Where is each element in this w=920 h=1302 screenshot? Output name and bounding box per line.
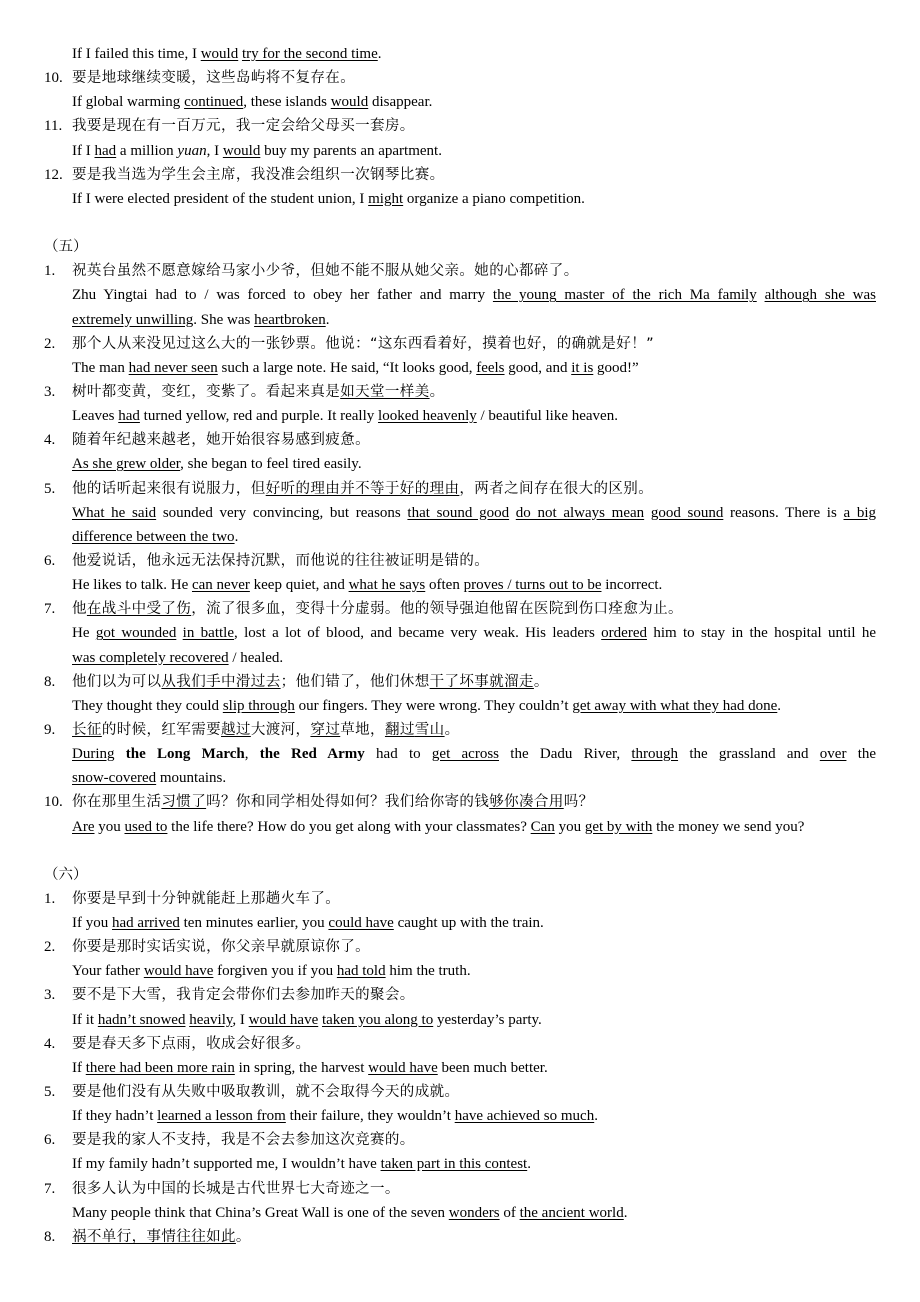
text-run: If I failed this time, I bbox=[72, 46, 201, 62]
underlined-phrase: feels bbox=[476, 359, 505, 376]
line-text bbox=[72, 1080, 876, 1104]
line-text bbox=[72, 670, 876, 694]
underlined-phrase: 如天堂一样美 bbox=[340, 383, 430, 400]
text-run: incorrect. bbox=[601, 577, 663, 594]
line-text bbox=[72, 1128, 876, 1152]
text-run: Many people think that China’s Great Wall is one of the seven bbox=[72, 1204, 449, 1221]
chinese-sentence-line bbox=[0, 114, 920, 138]
underlined-phrase: the young master of the rich Ma family bbox=[492, 287, 757, 304]
item-number: 6. bbox=[44, 1132, 56, 1149]
chinese-sentence-line bbox=[0, 549, 920, 573]
english-translation-line bbox=[0, 815, 920, 839]
text-run: 你要是那时实话实说，你父亲早就原谅你了。 bbox=[72, 939, 370, 956]
text-run: 要是地球继续变暖，这些岛屿将不复存在。 bbox=[72, 70, 356, 87]
underlined-phrase: 好听的理由并不等于好的理由 bbox=[265, 480, 460, 497]
line-text bbox=[72, 428, 876, 452]
text-run: 祝英台虽然不愿意嫁给马家小少爷，但她不能不服从她父亲。她的心都碎了。 bbox=[72, 263, 579, 280]
underlined-phrase: would bbox=[222, 142, 261, 159]
english-translation-line bbox=[0, 139, 920, 163]
chinese-sentence-line bbox=[0, 790, 920, 814]
underlined-phrase: can never bbox=[191, 577, 250, 594]
text-run: their failure, they wouldn’t bbox=[285, 1108, 455, 1125]
underlined-phrase: Can bbox=[530, 818, 555, 835]
english-translation-line bbox=[0, 356, 920, 380]
text-run: 随着年纪越来越老，她开始很容易感到疲惫。 bbox=[72, 432, 370, 449]
english-translation-line bbox=[0, 90, 920, 114]
underlined-phrase: taken you along to bbox=[321, 1011, 434, 1028]
text-run: 。 bbox=[444, 721, 460, 738]
line-text bbox=[72, 42, 876, 66]
underlined-phrase: looked heavenly bbox=[378, 408, 477, 425]
line-text bbox=[72, 549, 876, 573]
underlined-phrase: 翻过 bbox=[384, 721, 415, 738]
section-heading-text: （五） bbox=[44, 239, 88, 256]
text-run: been much better. bbox=[437, 1059, 548, 1076]
text-run: ，两者之间存在很大的区别。 bbox=[459, 480, 654, 497]
text-run: good, and bbox=[504, 359, 572, 376]
text-run: the Dadu River, bbox=[499, 746, 632, 763]
text-run: If bbox=[72, 1059, 86, 1076]
english-translation-line bbox=[0, 1152, 920, 1176]
underlined-phrase: get across bbox=[431, 746, 500, 763]
item-number: 7. bbox=[44, 601, 56, 618]
item-number: 10. bbox=[44, 794, 63, 811]
chinese-sentence-line bbox=[0, 887, 920, 911]
item-number: 6. bbox=[44, 552, 56, 569]
item-number: 7. bbox=[44, 1180, 56, 1197]
section-heading bbox=[0, 235, 920, 259]
text-run: . bbox=[527, 1156, 531, 1173]
underlined-phrase: there had been more rain bbox=[85, 1059, 235, 1076]
line-text bbox=[72, 1225, 876, 1249]
text-run: If they hadn’t bbox=[72, 1108, 158, 1125]
text-run: 我要是现在有一百万元，我一定会给父母买一套房。 bbox=[72, 118, 415, 135]
text-run: 他 bbox=[72, 601, 87, 618]
underlined-phrase: would bbox=[200, 46, 239, 62]
line-text bbox=[72, 959, 876, 983]
underlined-phrase: heartbroken bbox=[254, 311, 326, 328]
text-run: a million bbox=[116, 142, 178, 159]
text-run: 他的话听起来很有说服力，但 bbox=[72, 480, 266, 497]
chinese-sentence-line bbox=[0, 1177, 920, 1201]
text-run: If my family hadn’t supported me, I wouldn’t have bbox=[72, 1156, 381, 1173]
english-translation-line bbox=[0, 404, 920, 428]
item-number: 8. bbox=[44, 673, 56, 690]
text-run: such a large note. He said, “It looks good, bbox=[217, 359, 477, 376]
english-translation-line bbox=[0, 694, 920, 718]
underlined-phrase: would have bbox=[248, 1011, 319, 1028]
text-run: 的时候，红军需要 bbox=[101, 721, 222, 738]
text-run: 。 bbox=[429, 383, 445, 400]
line-text bbox=[72, 1056, 876, 1080]
text-run: disappear. bbox=[368, 94, 433, 111]
text-run: 草地， bbox=[340, 721, 385, 738]
text-run: in spring, the harvest bbox=[234, 1059, 369, 1076]
item-number: 8. bbox=[44, 1228, 56, 1245]
text-run: 。 bbox=[533, 673, 549, 690]
underlined-phrase: over bbox=[819, 746, 847, 763]
item-number: 1. bbox=[44, 263, 56, 280]
text-run: good!” bbox=[593, 359, 639, 376]
item-number: 3. bbox=[44, 383, 56, 400]
text-run: 他们以为可以 bbox=[72, 673, 162, 690]
chinese-sentence-line bbox=[0, 66, 920, 90]
line-text bbox=[72, 766, 876, 790]
text-run: . bbox=[377, 46, 382, 62]
english-translation-line bbox=[0, 646, 920, 670]
underlined-phrase: 祸不单行，事情往往如此 bbox=[72, 1228, 236, 1245]
underlined-phrase: Are bbox=[72, 818, 95, 835]
underlined-phrase: extremely unwilling bbox=[72, 311, 194, 328]
underlined-phrase: 习惯了 bbox=[161, 794, 207, 811]
text-run: the life there? How do you get along with your classmates? bbox=[167, 818, 531, 835]
chinese-sentence-line bbox=[0, 259, 920, 283]
text-run: 要是他们没有从失败中吸取教训，就不会取得今天的成就。 bbox=[72, 1084, 460, 1101]
item-number: 4. bbox=[44, 432, 56, 449]
line-text bbox=[72, 742, 876, 766]
underlined-phrase: heavily bbox=[189, 1011, 233, 1028]
item-number: 5. bbox=[44, 1084, 56, 1101]
text-run: reasons. There is bbox=[723, 504, 844, 521]
text-run: If you bbox=[72, 915, 112, 932]
underlined-phrase: would bbox=[330, 94, 369, 111]
text-run: 树叶都变黄，变红，变紫了。看起来真是 bbox=[72, 383, 341, 400]
chinese-sentence-line bbox=[0, 1225, 920, 1249]
line-text bbox=[72, 452, 876, 476]
underlined-phrase: 雪山 bbox=[414, 721, 445, 738]
underlined-phrase: get by with bbox=[584, 818, 653, 835]
text-run: 吗？ bbox=[563, 794, 594, 811]
text-run: If it bbox=[72, 1011, 98, 1028]
underlined-phrase: hadn’t snowed bbox=[97, 1011, 186, 1028]
text-run: If global warming bbox=[72, 94, 185, 111]
english-translation-line bbox=[0, 42, 920, 66]
english-translation-line bbox=[0, 1201, 920, 1225]
text-run: / healed. bbox=[228, 649, 284, 666]
chinese-sentence-line bbox=[0, 983, 920, 1007]
section-heading-text: （六） bbox=[44, 866, 88, 883]
text-run bbox=[757, 287, 765, 303]
text-run: , bbox=[244, 746, 260, 763]
text-run: the grassland and bbox=[678, 746, 820, 763]
underlined-phrase: a big bbox=[843, 504, 876, 521]
text-run: 很多人认为中国的长城是古代世界七大奇迹之一。 bbox=[72, 1180, 400, 1197]
line-text bbox=[72, 66, 876, 90]
chinese-sentence-line bbox=[0, 718, 920, 742]
chinese-sentence-line bbox=[0, 935, 920, 959]
line-text bbox=[72, 790, 876, 814]
text-run: organize a piano competition. bbox=[403, 190, 585, 207]
english-translation-line bbox=[0, 573, 920, 597]
line-text bbox=[72, 573, 876, 597]
document-page bbox=[0, 42, 920, 1249]
english-translation-line bbox=[0, 1104, 920, 1128]
line-text bbox=[72, 1104, 876, 1128]
text-run: had to bbox=[364, 746, 432, 763]
text-run: 吗？你和同学相处得如何？我们给你寄的钱 bbox=[206, 794, 490, 811]
chinese-sentence-line bbox=[0, 428, 920, 452]
text-run: him the truth. bbox=[385, 963, 471, 980]
text-run: . bbox=[234, 528, 239, 545]
line-text bbox=[72, 1201, 876, 1225]
text-run: . bbox=[325, 311, 330, 328]
underlined-phrase: 越过 bbox=[221, 721, 251, 738]
text-run: him to stay in the hospital until he bbox=[646, 625, 876, 642]
underlined-phrase: although she was bbox=[764, 287, 876, 304]
item-number: 4. bbox=[44, 1035, 56, 1052]
item-number: 12. bbox=[44, 166, 63, 183]
english-translation-line bbox=[0, 525, 920, 549]
text-run: If I bbox=[72, 142, 95, 159]
line-text bbox=[72, 887, 876, 911]
item-number: 3. bbox=[44, 987, 56, 1004]
text-run: yesterday’s party. bbox=[433, 1011, 542, 1028]
line-text bbox=[72, 815, 876, 839]
text-run: , these islands bbox=[243, 94, 331, 111]
underlined-phrase: through bbox=[631, 746, 679, 763]
line-text bbox=[72, 163, 876, 187]
text-run: buy my parents an apartment. bbox=[260, 142, 442, 159]
chinese-sentence-line bbox=[0, 332, 920, 356]
text-run: often bbox=[425, 577, 464, 594]
line-text bbox=[72, 380, 876, 404]
english-translation-line bbox=[0, 452, 920, 476]
english-translation-line bbox=[0, 501, 920, 525]
underlined-phrase: was completely recovered bbox=[72, 649, 229, 666]
underlined-phrase: proves / turns out to be bbox=[463, 577, 602, 594]
english-translation-line bbox=[0, 766, 920, 790]
text-run: you bbox=[94, 818, 125, 835]
line-text bbox=[72, 1008, 876, 1032]
underlined-phrase: what he says bbox=[348, 577, 426, 594]
text-run: 要是我当选为学生会主席，我没准会组织一次钢琴比赛。 bbox=[72, 166, 445, 183]
line-text bbox=[72, 935, 876, 959]
text-run: . bbox=[777, 697, 782, 714]
line-text bbox=[72, 114, 876, 138]
underlined-phrase: difference between the two bbox=[72, 528, 235, 545]
line-text bbox=[72, 477, 876, 501]
chinese-sentence-line bbox=[0, 597, 920, 621]
underlined-phrase: taken part in this contest bbox=[380, 1156, 528, 1173]
underlined-phrase: had bbox=[94, 142, 117, 159]
text-run: our fingers. They were wrong. They couldn’t bbox=[294, 697, 573, 714]
item-number: 10. bbox=[44, 70, 63, 87]
text-run: The man bbox=[72, 359, 129, 376]
text-run: . bbox=[594, 1108, 598, 1125]
text-run: ，流了很多血，变得十分虚弱。他的领导强迫他留在医院到伤口痊愈为止。 bbox=[191, 601, 683, 618]
item-number: 2. bbox=[44, 939, 56, 956]
line-text bbox=[72, 983, 876, 1007]
item-number: 9. bbox=[44, 721, 56, 738]
line-text bbox=[72, 646, 876, 670]
underlined-phrase: continued bbox=[184, 94, 244, 111]
underlined-phrase: might bbox=[368, 190, 404, 207]
bold-phrase: the Long March bbox=[125, 746, 245, 763]
underlined-phrase: ordered bbox=[601, 625, 647, 642]
text-run: He bbox=[72, 625, 96, 642]
underlined-phrase: 在战斗中受了伤 bbox=[86, 601, 192, 618]
item-number: 1. bbox=[44, 890, 56, 907]
text-run: . bbox=[623, 1204, 628, 1221]
text-run: Leaves bbox=[72, 408, 119, 425]
text-run: sounded very convincing, but reasons bbox=[156, 504, 408, 521]
underlined-phrase: As she grew older bbox=[72, 456, 181, 473]
english-translation-line bbox=[0, 1056, 920, 1080]
underlined-phrase: the ancient world bbox=[519, 1204, 624, 1221]
text-run: Zhu Yingtai had to / was forced to obey her father and marry bbox=[72, 287, 493, 304]
underlined-phrase: 穿过 bbox=[310, 721, 341, 738]
text-run: ten minutes earlier, you bbox=[179, 915, 329, 932]
underlined-phrase: could have bbox=[328, 915, 394, 932]
line-text bbox=[72, 694, 876, 718]
underlined-phrase: used to bbox=[124, 818, 168, 835]
text-run: the bbox=[846, 746, 876, 763]
text-run: mountains. bbox=[156, 770, 227, 787]
underlined-phrase: good sound bbox=[650, 504, 724, 521]
blank-line bbox=[0, 211, 920, 235]
text-run: Your father bbox=[72, 963, 144, 980]
blank-line bbox=[0, 839, 920, 863]
english-translation-line bbox=[0, 1008, 920, 1032]
english-translation-line bbox=[0, 621, 920, 645]
line-text bbox=[72, 621, 876, 645]
text-run: . She was bbox=[193, 311, 255, 328]
underlined-phrase: would have bbox=[368, 1059, 438, 1076]
line-text bbox=[72, 332, 876, 356]
text-run: keep quiet, and bbox=[249, 577, 349, 594]
chinese-sentence-line bbox=[0, 163, 920, 187]
text-run: 他爱说话，他永远无法保持沉默，而他说的往往被证明是错的。 bbox=[72, 552, 490, 569]
line-text bbox=[72, 356, 876, 380]
text-run: , she began to feel tired easily. bbox=[180, 456, 362, 473]
text-run: He likes to talk. He bbox=[72, 577, 192, 594]
text-run bbox=[115, 746, 126, 762]
line-text bbox=[72, 911, 876, 935]
underlined-phrase: learned a lesson from bbox=[157, 1108, 286, 1125]
line-text bbox=[72, 1032, 876, 1056]
chinese-sentence-line bbox=[0, 670, 920, 694]
underlined-phrase: had arrived bbox=[112, 915, 180, 932]
underlined-phrase: 够你凑合用 bbox=[489, 794, 564, 811]
line-text bbox=[72, 404, 876, 428]
text-run: 你在那里生活 bbox=[72, 794, 162, 811]
english-translation-line bbox=[0, 742, 920, 766]
item-number: 11. bbox=[44, 118, 63, 135]
line-text bbox=[72, 1177, 876, 1201]
text-run: / beautiful like heaven. bbox=[476, 408, 618, 425]
line-text bbox=[72, 139, 876, 163]
line-text bbox=[72, 283, 876, 307]
text-run: of bbox=[499, 1204, 520, 1221]
line-text bbox=[72, 525, 876, 549]
italic-word: yuan bbox=[177, 142, 207, 159]
line-text bbox=[72, 597, 876, 621]
english-translation-line bbox=[0, 959, 920, 983]
underlined-phrase: slip through bbox=[222, 697, 295, 714]
item-number: 2. bbox=[44, 335, 56, 352]
underlined-phrase: have achieved so much bbox=[454, 1108, 595, 1125]
underlined-phrase: got wounded bbox=[95, 625, 177, 642]
english-translation-line bbox=[0, 308, 920, 332]
text-run: you bbox=[554, 818, 585, 835]
item-number: 5. bbox=[44, 480, 56, 497]
chinese-sentence-line bbox=[0, 1128, 920, 1152]
underlined-phrase: had told bbox=[336, 963, 386, 980]
line-text bbox=[72, 718, 876, 742]
english-translation-line bbox=[0, 911, 920, 935]
english-translation-line bbox=[0, 283, 920, 307]
underlined-phrase: 从我们手中滑过去 bbox=[161, 673, 281, 690]
text-run: , I bbox=[232, 1011, 249, 1028]
underlined-phrase: had bbox=[118, 408, 140, 425]
text-run: They thought they could bbox=[72, 697, 223, 714]
underlined-phrase: try for the second time bbox=[241, 46, 378, 62]
text-run: , lost a lot of blood, and became very weak. His leaders bbox=[234, 625, 602, 642]
underlined-phrase: would have bbox=[143, 963, 214, 980]
underlined-phrase: 干了坏事就溜走 bbox=[429, 673, 534, 690]
text-run: 要是春天多下点雨，收成会好很多。 bbox=[72, 1035, 311, 1052]
chinese-sentence-line bbox=[0, 380, 920, 404]
text-run: caught up with the train. bbox=[393, 915, 544, 932]
text-run: 那个人从来没见过这么大的一张钞票。他说：“这东西看着好，摸着也好，的确就是好！” bbox=[72, 335, 655, 352]
bold-phrase: the Red Army bbox=[259, 746, 365, 763]
line-text bbox=[72, 90, 876, 114]
underlined-phrase: 长征 bbox=[72, 721, 102, 738]
underlined-phrase: What he said bbox=[72, 504, 157, 521]
line-text bbox=[72, 187, 876, 211]
underlined-phrase: had never seen bbox=[128, 359, 218, 376]
chinese-sentence-line bbox=[0, 477, 920, 501]
text-run bbox=[509, 505, 516, 521]
underlined-phrase: snow-covered bbox=[72, 770, 157, 787]
underlined-phrase: in battle bbox=[182, 625, 234, 642]
english-translation-line bbox=[0, 187, 920, 211]
text-run: 你要是早到十分钟就能赶上那趟火车了。 bbox=[72, 890, 341, 907]
underlined-phrase: During bbox=[72, 746, 115, 763]
text-run: the money we send you? bbox=[652, 818, 805, 835]
line-text bbox=[72, 259, 876, 283]
text-run: turned yellow, red and purple. It really bbox=[139, 408, 379, 425]
text-run: ；他们错了，他们休想 bbox=[280, 673, 430, 690]
underlined-phrase: wonders bbox=[448, 1204, 500, 1221]
underlined-phrase: get away with what they had done bbox=[572, 697, 778, 714]
text-run: 大渡河， bbox=[250, 721, 311, 738]
line-text bbox=[72, 1152, 876, 1176]
text-run: 。 bbox=[235, 1228, 251, 1245]
underlined-phrase: that sound good bbox=[407, 504, 510, 521]
line-text bbox=[72, 308, 876, 332]
underlined-phrase: do not always mean bbox=[515, 504, 645, 521]
text-run: 要不是下大雪，我肯定会带你们去参加昨天的聚会。 bbox=[72, 987, 415, 1004]
chinese-sentence-line bbox=[0, 1080, 920, 1104]
chinese-sentence-line bbox=[0, 1032, 920, 1056]
text-run: forgiven you if you bbox=[213, 963, 337, 980]
text-run: 要是我的家人不支持，我是不会去参加这次竞赛的。 bbox=[72, 1132, 415, 1149]
text-run: , I bbox=[206, 142, 223, 159]
text-run bbox=[644, 505, 651, 521]
section-heading bbox=[0, 863, 920, 887]
underlined-phrase: it is bbox=[571, 359, 594, 376]
text-run: If I were elected president of the student union, I bbox=[72, 190, 369, 207]
line-text bbox=[72, 501, 876, 525]
